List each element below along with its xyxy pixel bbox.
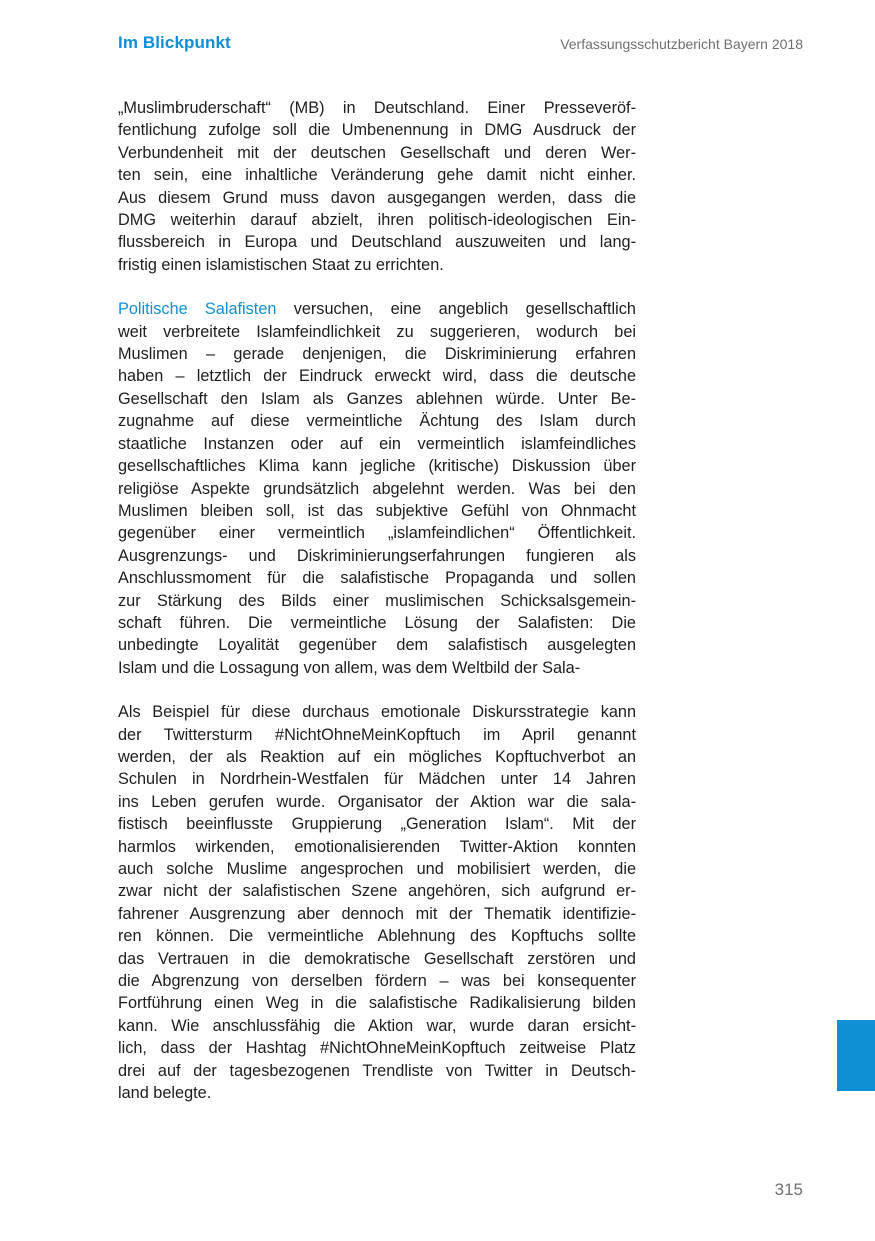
paragraph-2 [118, 298, 636, 679]
text-line: fentlichung zufolge soll die Umbenennung in DMG Ausdruck der [118, 121, 636, 140]
text-line: Schulen in Nordrhein-Westfalen für Mädchen unter 14 Jahren [118, 770, 636, 789]
text-line: DMG weiterhin darauf abzielt, ihren politisch-ideologischen Ein- [118, 211, 636, 230]
text-line: land belegte. [118, 1084, 212, 1103]
text-line: Gesellschaft den Islam als Ganzes ablehnen würde. Unter Be- [118, 389, 636, 408]
text-line: ren können. Die vermeintliche Ablehnung des Kopftuchs sollte [118, 927, 636, 946]
text-line: der Twittersturm #NichtOhneMeinKopftuch im April genannt [118, 725, 636, 744]
text-line: gegenüber einer vermeintlich „islamfeindlichen“ Öffentlichkeit. [118, 524, 636, 543]
text-line: weit verbreitete Islamfeindlichkeit zu suggerieren, wodurch bei [118, 322, 636, 341]
text-line: lich, dass der Hashtag #NichtOhneMeinKopftuch zeitweise Platz [118, 1039, 636, 1058]
paragraph-1 [118, 97, 636, 276]
text-line: ins Leben gerufen wurde. Organisator der Aktion war die sala- [118, 792, 636, 811]
text-line: staatliche Instanzen oder auf ein vermeintlich islamfeindliches [118, 434, 636, 453]
text-line: ten sein, eine inhaltliche Veränderung gehe damit nicht einher. [118, 166, 636, 185]
text-line: drei auf der tagesbezogenen Trendliste von Twitter in Deutsch- [118, 1061, 636, 1080]
text-line: Anschlussmoment für die salafistische Propaganda und sollen [118, 569, 636, 588]
text-line: das Vertrauen in die demokratische Gesellschaft zerstören und [118, 949, 636, 968]
text-line: harmlos wirkenden, emotionalisierenden Twitter-Aktion konnten [118, 837, 636, 856]
text-line: die Abgrenzung von derselben fördern – was bei konsequenter [118, 972, 636, 991]
text-line: zwar nicht der salafistischen Szene angehören, sich aufgrund er- [118, 882, 636, 901]
text-line: unbedingte Loyalität gegenüber dem salafistisch ausgelegten [118, 636, 636, 655]
paragraph-3 [118, 701, 636, 1104]
page-number: 315 [774, 1180, 803, 1199]
text-line: haben – letztlich der Eindruck erweckt wird, dass die deutsche [118, 367, 636, 386]
text-line: religiöse Aspekte grundsätzlich abgelehnt werden. Was bei den [118, 479, 636, 498]
text-line: Islam und die Lossagung von allem, was dem Weltbild der Sala- [118, 658, 581, 677]
text-line: fristig einen islamistischen Staat zu errichten. [118, 255, 444, 274]
text-line: Muslimen bleiben soll, ist das subjektive Gefühl von Ohnmacht [118, 501, 636, 520]
text-line: „Muslimbruderschaft“ (MB) in Deutschland. Einer Presseveröf- [118, 99, 636, 117]
text-line: fahrener Ausgrenzung aber dennoch mit der Thematik identifizie- [118, 904, 636, 923]
body-text [118, 97, 636, 1126]
chapter-tab-marker [837, 1020, 875, 1091]
text-line: Fortführung einen Weg in die salafistische Radikalisierung bilden [118, 994, 636, 1013]
text-line-first [118, 298, 636, 320]
text-line: Ausgrenzungs- und Diskriminierungserfahrungen fungieren als [118, 546, 636, 565]
text-line: auch solche Muslime angesprochen und mobilisiert werden, die [118, 860, 636, 878]
text-line-rest: versuchen, eine angeblich gesellschaftlich [276, 300, 636, 319]
text-line: Aus diesem Grund muss davon ausgegangen werden, dass die [118, 188, 636, 207]
section-heading: Im Blickpunkt [118, 33, 231, 52]
text-line: kann. Wie anschlussfähig die Aktion war, wurde daran ersicht- [118, 1016, 636, 1035]
highlighted-term: Politische Salafisten [118, 300, 277, 319]
text-line: zugnahme auf diese vermeintliche Ächtung des Islam durch [118, 412, 636, 431]
text-line: zur Stärkung des Bilds einer muslimischen Schicksalsgemein- [118, 591, 636, 610]
text-line: Verbundenheit mit der deutschen Gesellschaft und deren Wer- [118, 143, 636, 162]
text-line: Als Beispiel für diese durchaus emotionale Diskursstrategie kann [118, 703, 636, 722]
text-line: werden, der als Reaktion auf ein mögliches Kopftuchverbot an [118, 747, 636, 766]
text-line: flussbereich in Europa und Deutschland auszuweiten und lang- [118, 233, 636, 252]
text-line: gesellschaftliches Klima kann jegliche (kritische) Diskussion über [118, 457, 636, 476]
text-line: schaft führen. Die vermeintliche Lösung der Salafisten: Die [118, 613, 636, 632]
text-line: Muslimen – gerade denjenigen, die Diskriminierung erfahren [118, 345, 636, 364]
report-title: Verfassungsschutzbericht Bayern 2018 [560, 36, 803, 52]
text-line: fistisch beeinflusste Gruppierung „Generation Islam“. Mit der [118, 815, 636, 834]
